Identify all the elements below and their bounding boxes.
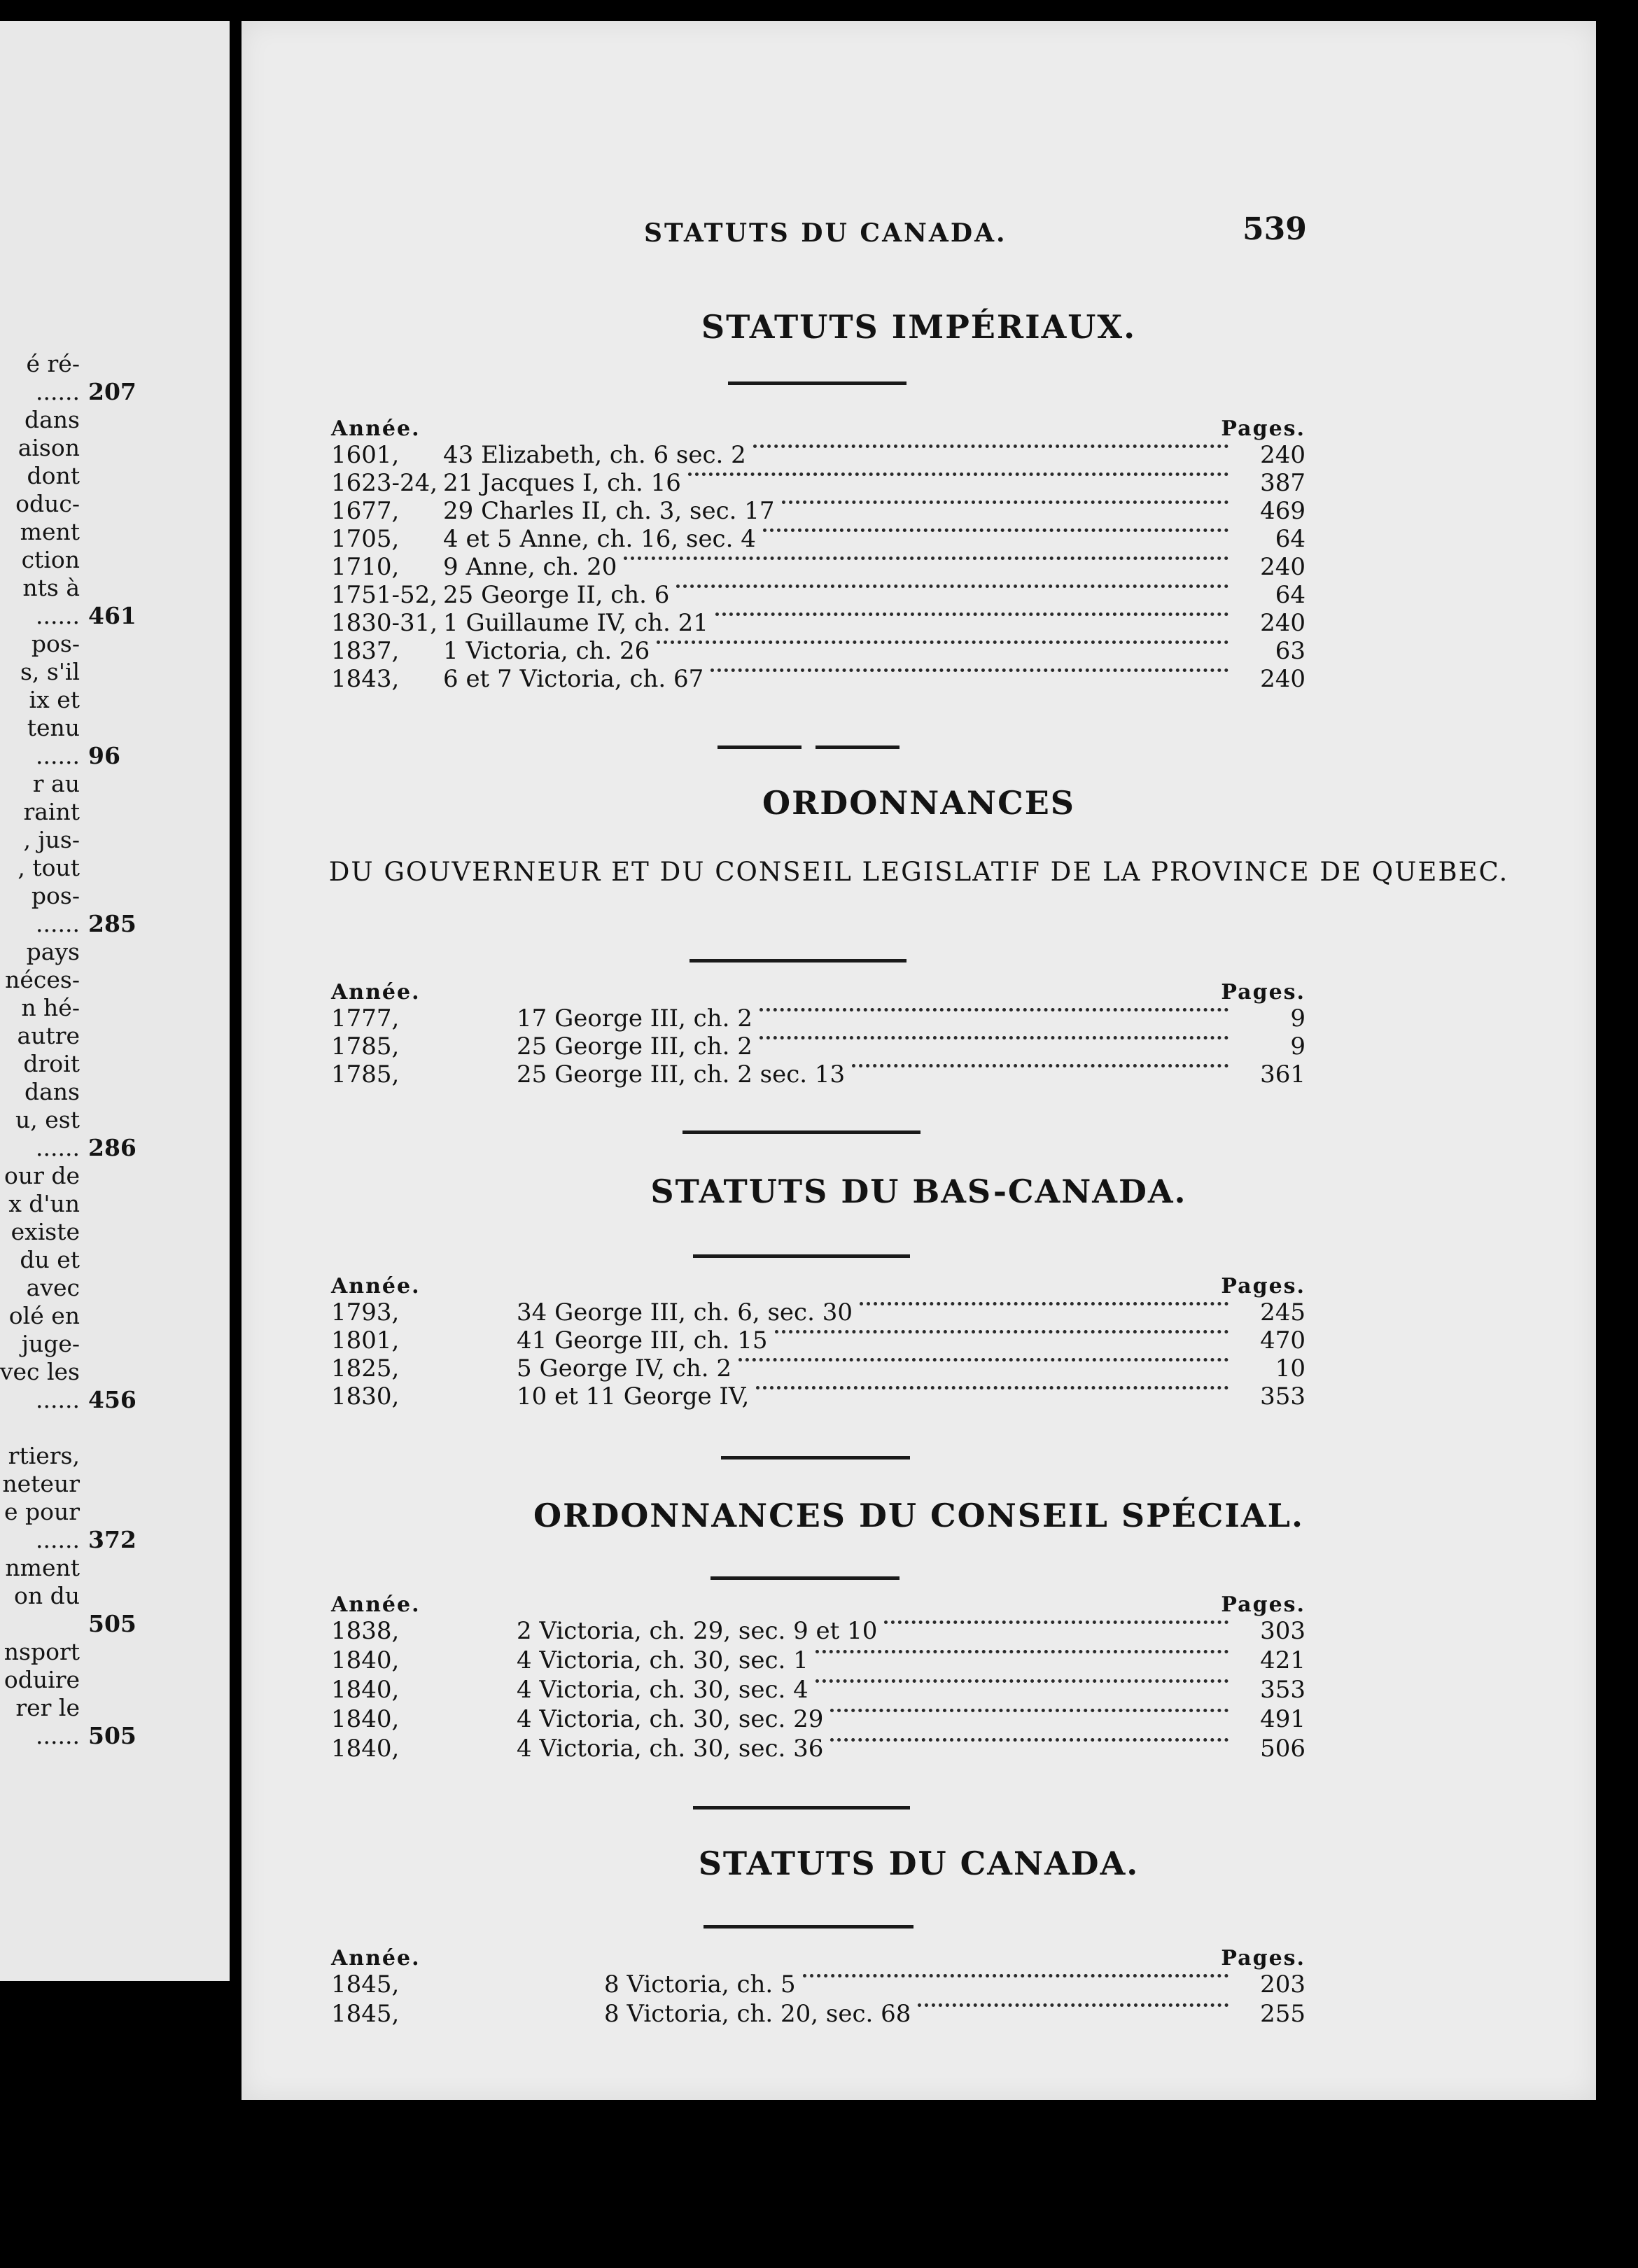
facing-page-text: ...... bbox=[36, 742, 80, 769]
facing-page-text: n hé- bbox=[21, 994, 80, 1021]
running-title: STATUTS DU CANADA. bbox=[644, 218, 1007, 248]
entry-page-number: 9 bbox=[1290, 1032, 1306, 1060]
section-rule bbox=[710, 1576, 899, 1580]
dot-leader bbox=[760, 1032, 1228, 1040]
entry-page-number: 469 bbox=[1260, 497, 1306, 525]
facing-page-text: néces- bbox=[5, 966, 80, 993]
entry-title: 6 et 7 Victoria, ch. 67 bbox=[443, 665, 704, 693]
section-title-ordonnances-du-conseil-special: ORDONNANCES DU CONSEIL SPÉCIAL. bbox=[533, 1497, 1304, 1534]
entry-page-number: 491 bbox=[1260, 1705, 1306, 1733]
facing-page-text: , jus- bbox=[23, 826, 80, 853]
facing-page-number: 285 bbox=[88, 910, 136, 937]
entry-row bbox=[241, 1032, 1596, 1060]
entry-title: 4 Victoria, ch. 30, sec. 29 bbox=[517, 1705, 824, 1733]
section-rule bbox=[682, 1130, 920, 1134]
entry-title: 8 Victoria, ch. 5 bbox=[604, 1970, 796, 1998]
column-header-pages: Pages. bbox=[1221, 416, 1306, 441]
facing-page-text: pays bbox=[26, 938, 80, 965]
dot-leader bbox=[657, 637, 1228, 644]
dot-leader bbox=[803, 1970, 1228, 1977]
column-header-year: Année. bbox=[331, 1274, 421, 1298]
entry-year: 1838, bbox=[331, 1617, 400, 1645]
entry-page-number: 245 bbox=[1260, 1298, 1306, 1326]
facing-page-text: oduire bbox=[4, 1666, 80, 1693]
facing-page-text: r au bbox=[32, 770, 80, 797]
column-header-pages: Pages. bbox=[1221, 1946, 1306, 1970]
section-rule bbox=[721, 1456, 910, 1460]
facing-page-text: pos- bbox=[31, 882, 80, 909]
facing-page-text: nsport bbox=[4, 1638, 80, 1665]
entry-row bbox=[241, 1326, 1596, 1354]
entry-title: 2 Victoria, ch. 29, sec. 9 et 10 bbox=[517, 1617, 878, 1645]
facing-page-text: é ré- bbox=[26, 350, 80, 377]
facing-page-text: ...... bbox=[36, 1722, 80, 1749]
entry-year: 1840, bbox=[331, 1646, 400, 1674]
facing-page-text: du et bbox=[20, 1246, 80, 1273]
dot-leader bbox=[763, 525, 1228, 532]
dot-leader bbox=[738, 1354, 1228, 1362]
entry-page-number: 240 bbox=[1260, 441, 1306, 469]
entry-year: 1601, bbox=[331, 441, 400, 469]
entry-row bbox=[241, 665, 1596, 693]
facing-page-text: nment bbox=[5, 1554, 80, 1581]
entry-page-number: 9 bbox=[1290, 1004, 1306, 1032]
facing-page-text: , tout bbox=[18, 854, 80, 881]
column-header-pages: Pages. bbox=[1221, 980, 1306, 1004]
entry-page-number: 203 bbox=[1260, 1970, 1306, 1998]
entry-row bbox=[241, 1004, 1596, 1032]
entry-title: 25 George III, ch. 2 bbox=[517, 1032, 752, 1060]
facing-page-text: avec bbox=[26, 1274, 80, 1301]
facing-page-text: ix et bbox=[29, 686, 80, 713]
entry-page-number: 506 bbox=[1260, 1735, 1306, 1763]
section-subtitle: DU GOUVERNEUR ET DU CONSEIL LEGISLATIF DE LA PROVINCE DE QUEBEC. bbox=[328, 857, 1509, 887]
facing-page-number: 505 bbox=[88, 1722, 136, 1749]
facing-page-text: pos- bbox=[31, 630, 80, 657]
dot-leader bbox=[816, 1676, 1228, 1683]
entry-year: 1751-52, bbox=[331, 581, 438, 609]
entry-title: 9 Anne, ch. 20 bbox=[443, 553, 617, 581]
entry-row bbox=[241, 441, 1596, 469]
entry-title: 4 Victoria, ch. 30, sec. 1 bbox=[517, 1646, 808, 1674]
entry-year: 1777, bbox=[331, 1004, 400, 1032]
entry-page-number: 387 bbox=[1260, 469, 1306, 497]
facing-page-text: droit bbox=[23, 1050, 80, 1077]
entry-page-number: 240 bbox=[1260, 553, 1306, 581]
section-rule bbox=[690, 959, 906, 962]
entry-year: 1785, bbox=[331, 1032, 400, 1060]
entry-row bbox=[241, 1354, 1596, 1382]
entry-page-number: 421 bbox=[1260, 1646, 1306, 1674]
facing-page-text: vec les bbox=[0, 1358, 80, 1385]
facing-page-text: juge- bbox=[21, 1330, 80, 1357]
facing-page-number: 461 bbox=[88, 602, 136, 629]
facing-page-text: rtiers, bbox=[8, 1442, 80, 1469]
facing-page-text: oduc- bbox=[15, 490, 80, 517]
facing-page-text: dont bbox=[27, 462, 80, 489]
entry-row bbox=[241, 469, 1596, 497]
entry-title: 10 et 11 George IV, bbox=[517, 1382, 750, 1410]
facing-page-text: tenu bbox=[27, 714, 80, 741]
dot-leader bbox=[775, 1326, 1228, 1334]
dot-leader bbox=[782, 497, 1228, 504]
entry-title: 5 George IV, ch. 2 bbox=[517, 1354, 732, 1382]
entry-year: 1677, bbox=[331, 497, 400, 525]
entry-year: 1843, bbox=[331, 665, 400, 693]
entry-page-number: 470 bbox=[1260, 1326, 1306, 1354]
facing-page-text: e pour bbox=[4, 1498, 80, 1525]
entry-year: 1840, bbox=[331, 1735, 400, 1763]
column-header-year: Année. bbox=[331, 416, 421, 441]
section-rule bbox=[718, 746, 802, 749]
column-header-pages: Pages. bbox=[1221, 1274, 1306, 1298]
facing-page-text: existe bbox=[10, 1218, 80, 1245]
entry-page-number: 353 bbox=[1260, 1676, 1306, 1704]
entry-year: 1623-24, bbox=[331, 469, 438, 497]
entry-title: 4 et 5 Anne, ch. 16, sec. 4 bbox=[443, 525, 756, 553]
entry-page-number: 64 bbox=[1275, 525, 1306, 553]
entry-row bbox=[241, 1970, 1596, 1998]
section-rule bbox=[693, 1806, 910, 1809]
entry-year: 1710, bbox=[331, 553, 400, 581]
dot-leader bbox=[830, 1705, 1228, 1712]
entry-title: 41 George III, ch. 15 bbox=[517, 1326, 768, 1354]
facing-page-fragment bbox=[0, 21, 230, 1981]
dot-leader bbox=[860, 1298, 1228, 1306]
facing-page-text: s, s'il bbox=[20, 658, 80, 685]
facing-page-text: rer le bbox=[15, 1694, 80, 1721]
facing-page-text: nts à bbox=[22, 574, 80, 601]
dot-leader bbox=[760, 1004, 1228, 1011]
entry-page-number: 240 bbox=[1260, 609, 1306, 637]
book-page bbox=[241, 21, 1596, 2100]
column-header-year: Année. bbox=[331, 980, 421, 1004]
entry-row bbox=[241, 609, 1596, 637]
facing-page-number: 505 bbox=[88, 1610, 136, 1637]
entry-page-number: 63 bbox=[1275, 637, 1306, 665]
entry-title: 25 George III, ch. 2 sec. 13 bbox=[517, 1060, 846, 1088]
entry-year: 1705, bbox=[331, 525, 400, 553]
dot-leader bbox=[756, 1382, 1228, 1390]
entry-year: 1785, bbox=[331, 1060, 400, 1088]
entry-page-number: 353 bbox=[1260, 1382, 1306, 1410]
facing-page-text: ction bbox=[21, 546, 80, 573]
facing-page-text: ...... bbox=[36, 1526, 80, 1553]
entry-row bbox=[241, 1617, 1596, 1645]
facing-page-text: raint bbox=[23, 798, 80, 825]
dot-leader bbox=[852, 1060, 1228, 1068]
entry-title: 4 Victoria, ch. 30, sec. 36 bbox=[517, 1735, 824, 1763]
entry-row bbox=[241, 1298, 1596, 1326]
dot-leader bbox=[710, 665, 1228, 672]
entry-row bbox=[241, 525, 1596, 553]
facing-page-text: ment bbox=[20, 518, 80, 545]
dot-leader bbox=[918, 2000, 1228, 2007]
column-header-pages: Pages. bbox=[1221, 1592, 1306, 1617]
entry-title: 34 George III, ch. 6, sec. 30 bbox=[517, 1298, 853, 1326]
facing-page-text: on du bbox=[14, 1582, 80, 1609]
entry-year: 1837, bbox=[331, 637, 400, 665]
facing-page-text: dans bbox=[24, 406, 80, 433]
dot-leader bbox=[816, 1646, 1228, 1653]
section-rule bbox=[816, 746, 899, 749]
facing-page-number: 96 bbox=[88, 742, 120, 769]
facing-page-text: dans bbox=[24, 1078, 80, 1105]
entry-row bbox=[241, 497, 1596, 525]
entry-title: 17 George III, ch. 2 bbox=[517, 1004, 752, 1032]
entry-year: 1793, bbox=[331, 1298, 400, 1326]
dot-leader bbox=[688, 469, 1228, 476]
entry-page-number: 10 bbox=[1275, 1354, 1306, 1382]
entry-year: 1830, bbox=[331, 1382, 400, 1410]
entry-title: 21 Jacques I, ch. 16 bbox=[443, 469, 681, 497]
dot-leader bbox=[884, 1617, 1228, 1624]
facing-page-number: 456 bbox=[88, 1386, 136, 1413]
entry-page-number: 303 bbox=[1260, 1617, 1306, 1645]
entry-title: 1 Guillaume IV, ch. 21 bbox=[443, 609, 708, 637]
section-rule bbox=[704, 1925, 913, 1928]
entry-title: 8 Victoria, ch. 20, sec. 68 bbox=[604, 2000, 911, 2028]
entry-title: 4 Victoria, ch. 30, sec. 4 bbox=[517, 1676, 808, 1704]
facing-page-text: ...... bbox=[36, 602, 80, 629]
entry-row bbox=[241, 1646, 1596, 1674]
entry-row bbox=[241, 1382, 1596, 1410]
section-title-statuts-du-canada: STATUTS DU CANADA. bbox=[698, 1844, 1140, 1882]
entry-row bbox=[241, 581, 1596, 609]
facing-page-number: 286 bbox=[88, 1134, 136, 1161]
entry-row bbox=[241, 1735, 1596, 1763]
page-number: 539 bbox=[1242, 211, 1307, 247]
entry-row bbox=[241, 1705, 1596, 1733]
entry-year: 1801, bbox=[331, 1326, 400, 1354]
section-title-statuts-du-bas-canada: STATUTS DU BAS-CANADA. bbox=[650, 1172, 1187, 1210]
facing-page-text: autre bbox=[17, 1022, 80, 1049]
section-rule bbox=[728, 382, 906, 385]
entry-year: 1830-31, bbox=[331, 609, 438, 637]
dot-leader bbox=[676, 581, 1228, 588]
section-title-ordonnances: ORDONNANCES bbox=[762, 784, 1075, 822]
facing-page-text: u, est bbox=[15, 1106, 80, 1133]
entry-year: 1825, bbox=[331, 1354, 400, 1382]
facing-page-text: our de bbox=[4, 1162, 80, 1189]
facing-page-text: x d'un bbox=[8, 1190, 80, 1217]
section-title-statuts-imperiaux: STATUTS IMPÉRIAUX. bbox=[701, 308, 1137, 346]
entry-title: 1 Victoria, ch. 26 bbox=[443, 637, 650, 665]
entry-year: 1840, bbox=[331, 1705, 400, 1733]
facing-page-text: olé en bbox=[8, 1302, 80, 1329]
entry-year: 1845, bbox=[331, 2000, 400, 2028]
facing-page-number: 207 bbox=[88, 378, 136, 405]
section-rule bbox=[693, 1254, 910, 1258]
entry-page-number: 64 bbox=[1275, 581, 1306, 609]
dot-leader bbox=[715, 609, 1228, 616]
entry-row bbox=[241, 553, 1596, 581]
facing-page-text: neteur bbox=[2, 1470, 80, 1497]
dot-leader bbox=[753, 441, 1228, 448]
entry-row bbox=[241, 637, 1596, 665]
facing-page-text: ...... bbox=[36, 1386, 80, 1413]
entry-title: 43 Elizabeth, ch. 6 sec. 2 bbox=[443, 441, 746, 469]
facing-page-text: ...... bbox=[36, 378, 80, 405]
column-header-year: Année. bbox=[331, 1946, 421, 1970]
column-header-year: Année. bbox=[331, 1592, 421, 1617]
entry-page-number: 240 bbox=[1260, 665, 1306, 693]
facing-page-text: aison bbox=[18, 434, 80, 461]
facing-page-number: 372 bbox=[88, 1526, 136, 1553]
entry-page-number: 255 bbox=[1260, 2000, 1306, 2028]
entry-year: 1845, bbox=[331, 1970, 400, 1998]
entry-row bbox=[241, 1676, 1596, 1704]
entry-title: 29 Charles II, ch. 3, sec. 17 bbox=[443, 497, 775, 525]
entry-row bbox=[241, 2000, 1596, 2028]
entry-title: 25 George II, ch. 6 bbox=[443, 581, 670, 609]
entry-year: 1840, bbox=[331, 1676, 400, 1704]
facing-page-text: ...... bbox=[36, 1134, 80, 1161]
dot-leader bbox=[830, 1735, 1228, 1742]
facing-page-text: ...... bbox=[36, 910, 80, 937]
dot-leader bbox=[624, 553, 1228, 560]
entry-page-number: 361 bbox=[1260, 1060, 1306, 1088]
entry-row bbox=[241, 1060, 1596, 1088]
